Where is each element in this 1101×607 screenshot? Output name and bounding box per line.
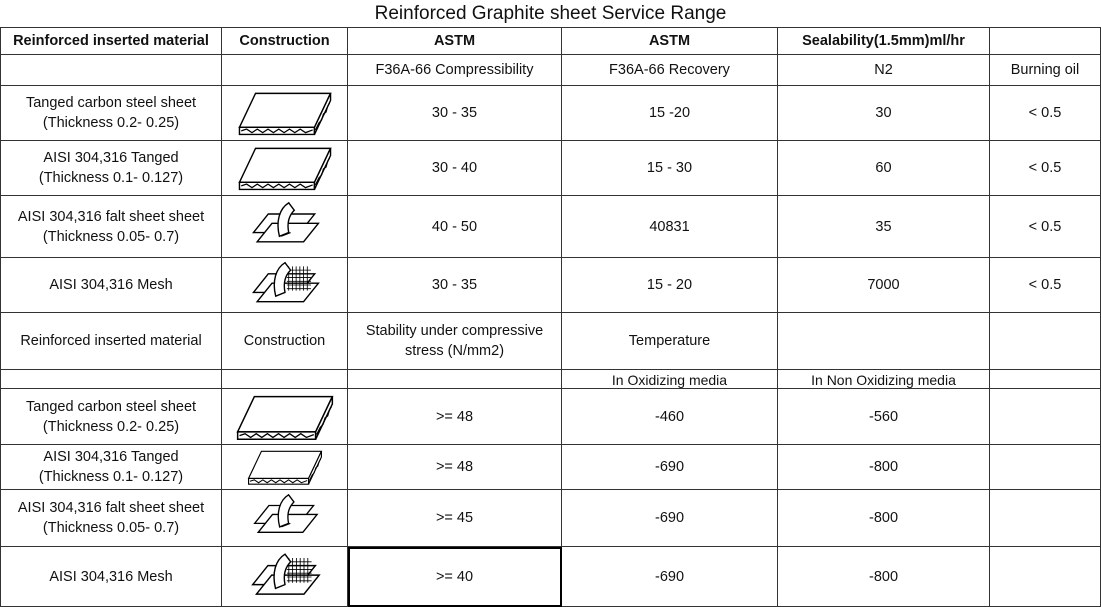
layered-sheet-icon [237, 447, 333, 487]
header-cell[interactable] [778, 313, 990, 370]
construction-cell[interactable] [222, 141, 348, 196]
page-title: Reinforced Graphite sheet Service Range [374, 3, 727, 24]
empty-cell[interactable] [990, 389, 1101, 445]
header-cell[interactable]: Reinforced inserted material [1, 313, 222, 370]
oxidizing-cell[interactable]: -460 [562, 389, 778, 445]
table-row [1, 196, 1101, 258]
header-cell[interactable] [990, 313, 1101, 370]
layered-sheet-icon [230, 143, 340, 193]
subheader-cell[interactable] [990, 370, 1101, 389]
header-row-1 [1, 28, 1101, 55]
table-row [1, 141, 1101, 196]
compressibility-cell[interactable]: 30 - 40 [348, 141, 562, 196]
subheader-cell[interactable] [348, 370, 562, 389]
n2-cell[interactable]: 35 [778, 196, 990, 258]
construction-cell[interactable] [222, 547, 348, 607]
mesh-sheet-icon [247, 550, 323, 604]
table-row [1, 258, 1101, 313]
recovery-cell[interactable]: 15 - 30 [562, 141, 778, 196]
construction-cell[interactable] [222, 389, 348, 445]
material-cell[interactable]: AISI 304,316 Mesh [1, 547, 222, 607]
mesh-sheet-icon [247, 259, 323, 311]
empty-cell[interactable] [990, 490, 1101, 547]
header-cell[interactable]: Stability under compressive stress (N/mm2) [348, 313, 562, 370]
recovery-cell[interactable]: 40831 [562, 196, 778, 258]
recovery-cell[interactable]: 15 -20 [562, 86, 778, 141]
header-row-2 [1, 313, 1101, 370]
service-range-table [0, 27, 1101, 607]
material-cell[interactable]: AISI 304,316 Tanged (Thickness 0.1- 0.127) [1, 141, 222, 196]
table-row [1, 490, 1101, 547]
header-cell[interactable]: Construction [222, 313, 348, 370]
stability-cell-selected[interactable]: >= 40 [348, 547, 562, 607]
material-cell[interactable]: AISI 304,316 falt sheet sheet (Thickness 0.05- 0.7) [1, 196, 222, 258]
subheader-row-1 [1, 55, 1101, 86]
oil-cell[interactable]: < 0.5 [990, 258, 1101, 313]
header-cell[interactable]: Construction [222, 28, 348, 55]
material-cell[interactable]: Tanged carbon steel sheet (Thickness 0.2- 0.25) [1, 389, 222, 445]
header-cell[interactable]: ASTM [562, 28, 778, 55]
subheader-cell[interactable]: N2 [778, 55, 990, 86]
peeled-sheet-icon [247, 201, 323, 253]
subheader-cell[interactable]: In Oxidizing media [562, 370, 778, 389]
subheader-cell[interactable]: F36A-66 Compressibility [348, 55, 562, 86]
subheader-cell[interactable] [222, 55, 348, 86]
header-cell[interactable]: Temperature [562, 313, 778, 370]
n2-cell[interactable]: 7000 [778, 258, 990, 313]
table-row [1, 86, 1101, 141]
non-oxidizing-cell[interactable]: -800 [778, 547, 990, 607]
material-cell[interactable]: AISI 304,316 Mesh [1, 258, 222, 313]
empty-cell[interactable] [990, 547, 1101, 607]
material-cell[interactable]: AISI 304,316 Tanged (Thickness 0.1- 0.127) [1, 445, 222, 490]
subheader-cell[interactable] [1, 55, 222, 86]
header-cell[interactable]: Sealability(1.5mm)ml/hr [778, 28, 990, 55]
subheader-cell[interactable]: In Non Oxidizing media [778, 370, 990, 389]
stability-cell[interactable]: >= 48 [348, 389, 562, 445]
subheader-cell[interactable] [1, 370, 222, 389]
subheader-row-2 [1, 370, 1101, 389]
layered-sheet-icon [230, 88, 340, 138]
construction-cell[interactable] [222, 445, 348, 490]
peeled-sheet-icon [248, 493, 322, 543]
oxidizing-cell[interactable]: -690 [562, 490, 778, 547]
compressibility-cell[interactable]: 30 - 35 [348, 86, 562, 141]
layered-sheet-icon [229, 391, 341, 443]
subheader-cell[interactable]: F36A-66 Recovery [562, 55, 778, 86]
table-row [1, 547, 1101, 607]
header-cell[interactable]: Reinforced inserted material [1, 28, 222, 55]
non-oxidizing-cell[interactable]: -800 [778, 445, 990, 490]
table-row [1, 389, 1101, 445]
construction-cell[interactable] [222, 490, 348, 547]
oil-cell[interactable]: < 0.5 [990, 196, 1101, 258]
stability-cell[interactable]: >= 48 [348, 445, 562, 490]
construction-cell[interactable] [222, 196, 348, 258]
n2-cell[interactable]: 60 [778, 141, 990, 196]
subheader-cell[interactable] [222, 370, 348, 389]
non-oxidizing-cell[interactable]: -560 [778, 389, 990, 445]
compressibility-cell[interactable]: 40 - 50 [348, 196, 562, 258]
oil-cell[interactable]: < 0.5 [990, 86, 1101, 141]
construction-cell[interactable] [222, 258, 348, 313]
non-oxidizing-cell[interactable]: -800 [778, 490, 990, 547]
oxidizing-cell[interactable]: -690 [562, 445, 778, 490]
table-row [1, 445, 1101, 490]
stability-cell[interactable]: >= 45 [348, 490, 562, 547]
empty-cell[interactable] [990, 445, 1101, 490]
n2-cell[interactable]: 30 [778, 86, 990, 141]
material-cell[interactable]: Tanged carbon steel sheet (Thickness 0.2- 0.25) [1, 86, 222, 141]
header-cell[interactable] [990, 28, 1101, 55]
construction-cell[interactable] [222, 86, 348, 141]
material-cell[interactable]: AISI 304,316 falt sheet sheet (Thickness 0.05- 0.7) [1, 490, 222, 547]
compressibility-cell[interactable]: 30 - 35 [348, 258, 562, 313]
oil-cell[interactable]: < 0.5 [990, 141, 1101, 196]
subheader-cell[interactable]: Burning oil [990, 55, 1101, 86]
recovery-cell[interactable]: 15 - 20 [562, 258, 778, 313]
header-cell[interactable]: ASTM [348, 28, 562, 55]
oxidizing-cell[interactable]: -690 [562, 547, 778, 607]
